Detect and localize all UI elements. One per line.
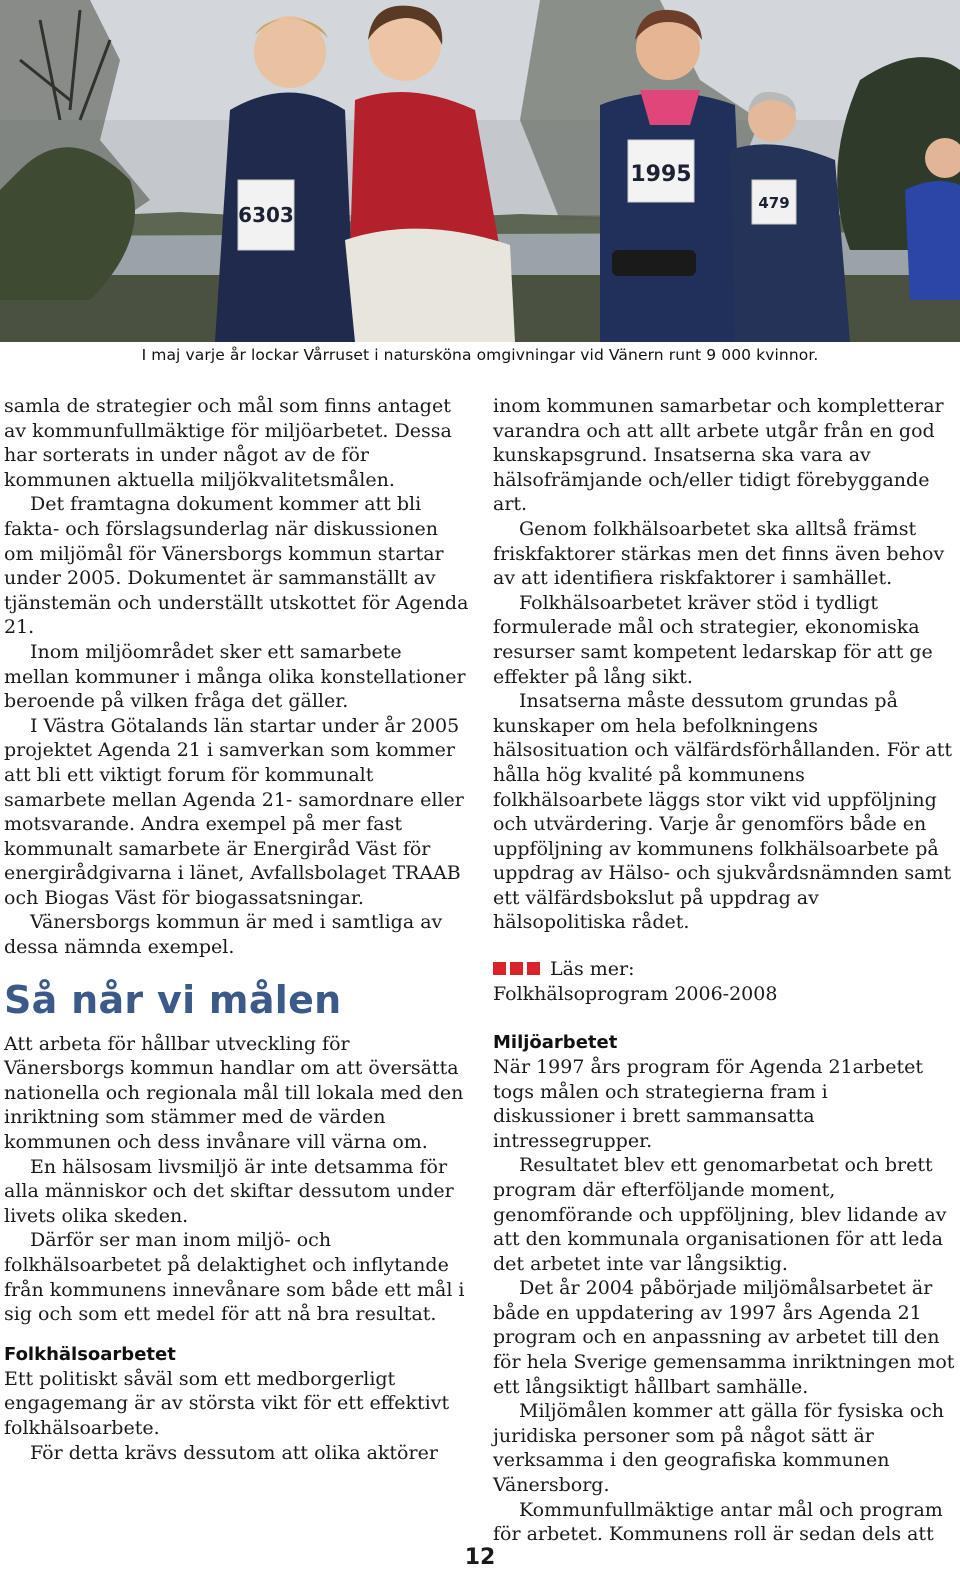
paragraph: Folkhälsoarbetet kräver stöd i tydligt formulerade mål och strategier, ekonomiska resurser samt kompetent ledarskap för att ge effekter på lång sikt. [493,591,933,688]
section-heading: Så når vi målen [4,977,342,1022]
photo-caption: I maj varje år lockar Vårruset i natursköna omgivningar vid Vänern runt 9 000 kvinnor. [141,346,819,364]
paragraph: Kommunfullmäktige antar mål och program för arbetet. Kommunens roll är sedan dels att [493,1498,943,1546]
paragraph: Det framtagna dokument kommer att bli fakta- och förslagsunderlag när diskussionen om miljömål för Vänersborgs kommun startar under 2005. Dokumentet är sammanställt av tjänstemän och underställt utskottet för Agenda 21. [4,493,469,639]
right-column [493,394,955,1547]
read-more-box [493,957,955,1007]
photo-illustration [0,0,960,342]
paragraph: Miljömålen kommer att gälla för fysiska och juridiska personer som på något sätt är verksamma i den geografiska kommunen Vänersborg. [493,1400,945,1497]
paragraph: I Västra Götalands län startar under år 2005 projektet Agenda 21 i samverkan som kommer att bli ett viktigt forum för kommunalt samarbete mellan Agenda 21- samordnare eller motsvarande. Andra exempel på mer fast kommunalt samarbete är Energiråd Väst för energirådgivarna i länet, Avfallsbolaget TRAAB och Biogas Väst för biogassatsningar. [4,714,464,909]
paragraph: Resultatet blev ett genomarbetat och brett program där efterföljande moment, genomförande och uppföljning, blev lidande av att den kommunala organisationen för att leda det arbetet inte var långsiktig. [493,1154,947,1275]
paragraph: En hälsosam livsmiljö är inte detsamma för alla människor och det skiftar dessutom under livets olika skeden. [4,1155,454,1227]
paragraph: För detta krävs dessutom att olika aktörer [30,1441,438,1464]
bib-479: 479 [758,194,790,212]
paragraph: inom kommunen samarbetar och kompletterar varandra och att allt arbete utgår från en god kunskapsgrund. Insatserna ska vara av hälsofrämjande och/eller tidigt förebyggande art. [493,395,944,516]
paragraph: Därför ser man inom miljö- och folkhälsoarbetet på delaktighet och inflytande från kommunens innevånare som både ett mål i sig och som ett medel för att nå bra resultat. [4,1229,465,1326]
bullet-squares-icon [493,958,544,983]
paragraph: Ett politiskt såväl som ett medborgerligt engagemang är av största vikt för ett effektivt folkhälsoarbete. [4,1367,450,1439]
page-number: 12 [464,1545,496,1570]
paragraph: samla de strategier och mål som finns antaget av kommunfullmäktige för miljöarbetet. Dessa har sorterats in under något av de för kommunen aktuella miljökvalitetsmålen. [4,395,452,491]
paragraph: Insatserna måste dessutom grundas på kunskaper om hela befolkningens hälsosituation och välfärdsförhållanden. För att hålla hög kvalité på kommunens folkhälsoarbete läggs stor vikt vid uppföljning och utvärdering. Varje år genomförs både en uppföljning av kommunens folkhälsoarbete på uppdrag av Hälso- och sjukvårdsnämnden samt ett välfärdsbokslut på uppdrag av hälsopolitiska rådet. [493,690,952,934]
read-more-link[interactable]: Folkhälsoprogram 2006-2008 [493,983,778,1006]
paragraph: När 1997 års program för Agenda 21arbetet togs målen och strategierna fram i diskussioner i brett sammansatta intressegrupper. [493,1055,923,1152]
paragraph: Att arbeta för hållbar utveckling för Vänersborgs kommun handlar om att översätta nationella och regionala mål till lokala med den inriktning som stämmer med de värden kommunen och dess invånare vill värna om. [4,1032,464,1154]
runners-photo [0,0,960,342]
subheading-folkhalsoarbetet: Folkhälsoarbetet [4,1343,176,1365]
paragraph: Genom folkhälsoarbetet ska alltså främst friskfaktorer stärkas men det finns även behov av att identifiera riskfaktorer i samhället. [493,517,945,590]
paragraph: Inom miljöområdet sker ett samarbete mellan kommuner i många olika konstellationer beroende på vilken fråga det gäller. [4,640,466,713]
paragraph: Det år 2004 påbörjade miljömålsarbetet är både en uppdatering av 1997 års Agenda 21 program och en anpassning av arbetet till den för hela Sverige gemensamma inriktningen mot ett långsiktigt hållbart samhälle. [493,1277,955,1398]
subheading-miljoarbetet: Miljöarbetet [493,1031,618,1053]
bib-6303: 6303 [238,203,294,227]
left-column [4,394,470,1465]
read-more-label: Läs mer: [550,958,635,981]
paragraph: Vänersborgs kommun är med i samtliga av dessa nämnda exempel. [4,911,443,959]
bib-1995: 1995 [630,162,692,187]
